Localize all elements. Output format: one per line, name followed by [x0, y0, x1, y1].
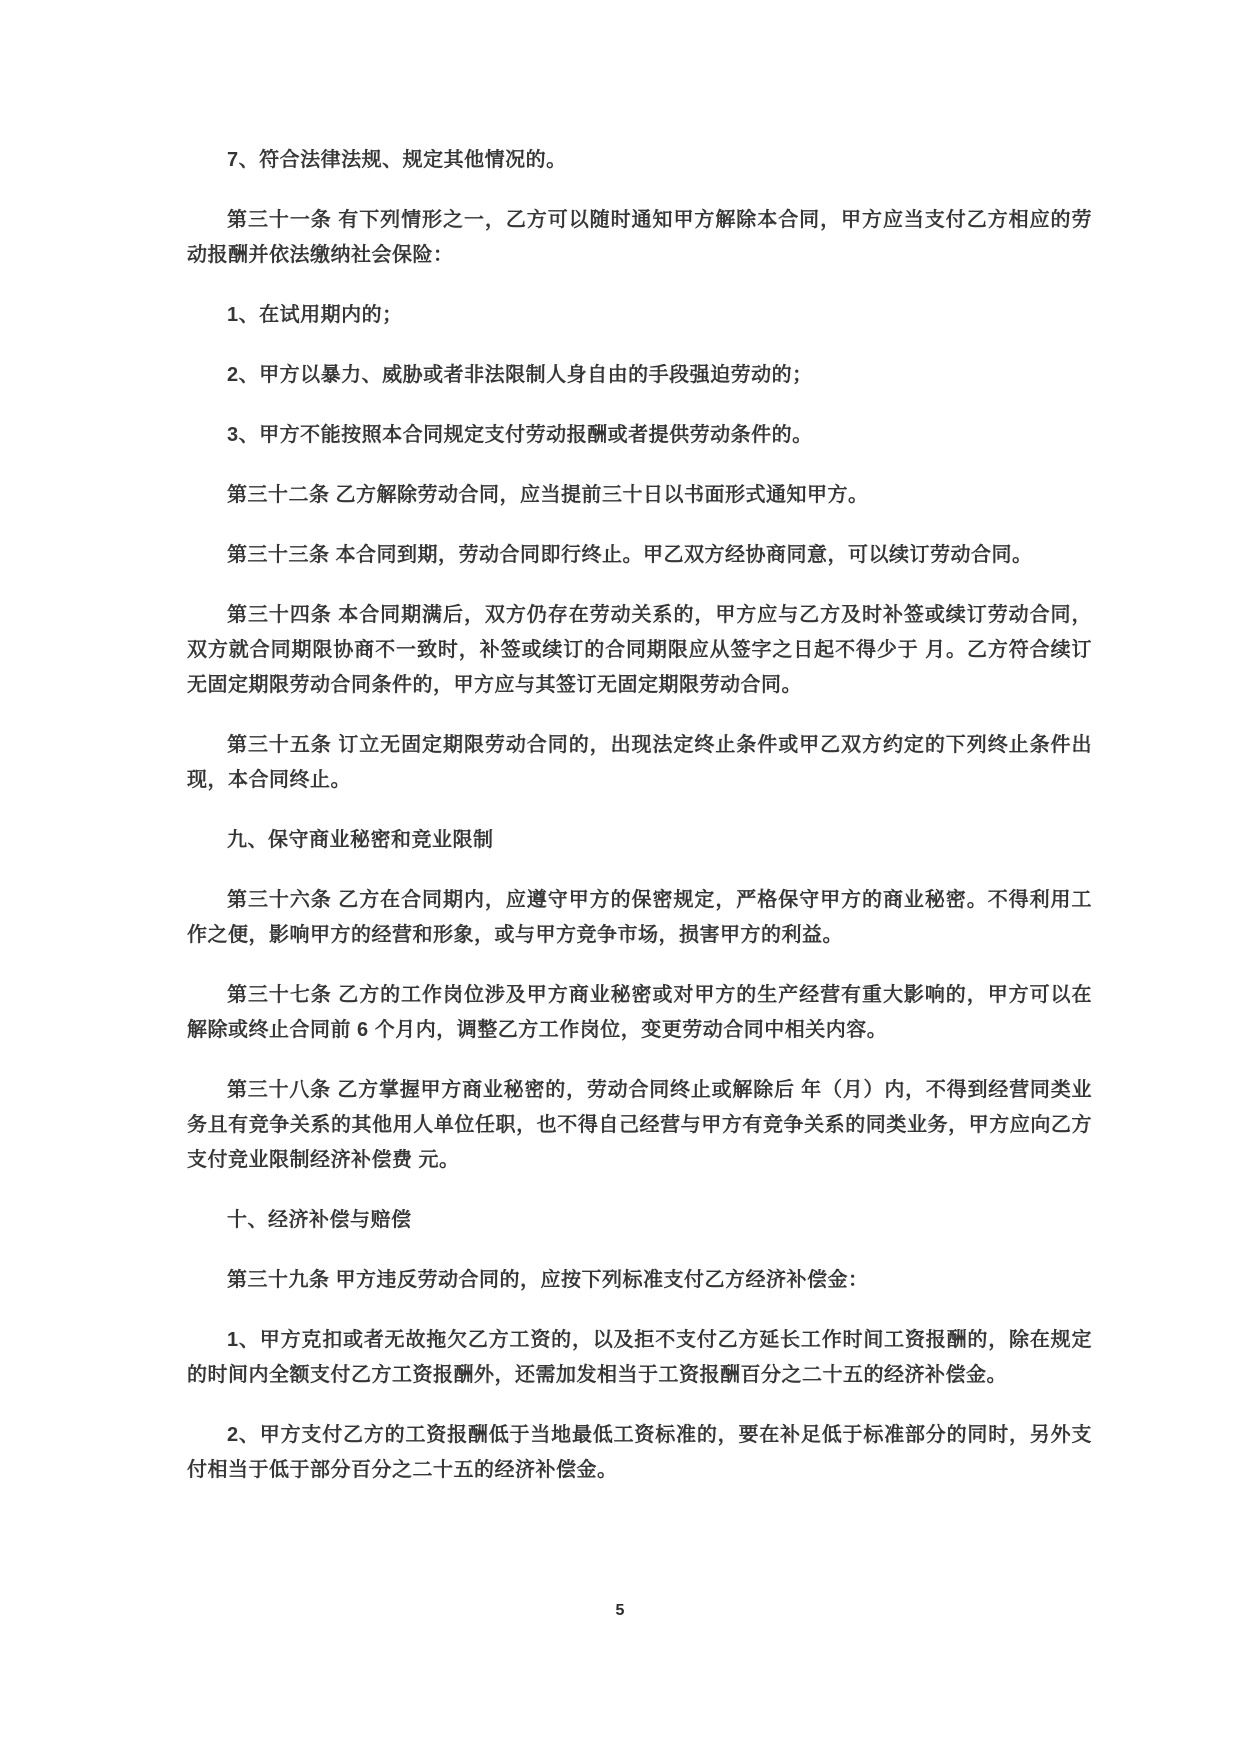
section-heading-10: 十、经济补偿与赔偿 — [227, 1209, 412, 1231]
clause-item-3: 3、甲方不能按照本合同规定支付劳动报酬或者提供劳动条件的。 — [227, 424, 813, 446]
article-35: 第三十五条 订立无固定期限劳动合同的，出现法定终止条件或甲乙双方约定的下列终止条件出现，本合同终止。 — [187, 734, 1092, 791]
compensation-item-2: 2、甲方支付乙方的工资报酬低于当地最低工资标准的，要在补足低于标准部分的同时，另外支付相当于低于部分百分之二十五的经济补偿金。 — [187, 1424, 1092, 1481]
article-33: 第三十三条 本合同到期，劳动合同即行终止。甲乙双方经协商同意，可以续订劳动合同。 — [227, 544, 1033, 566]
article-32: 第三十二条 乙方解除劳动合同，应当提前三十日以书面形式通知甲方。 — [227, 484, 869, 506]
article-31: 第三十一条 有下列情形之一，乙方可以随时通知甲方解除本合同，甲方应当支付乙方相应的劳动报酬并依法缴纳社会保险： — [187, 209, 1092, 266]
article-37: 第三十七条 乙方的工作岗位涉及甲方商业秘密或对甲方的生产经营有重大影响的，甲方可以在解除或终止合同前 6 个月内，调整乙方工作岗位，变更劳动合同中相关内容。 — [187, 984, 1092, 1041]
clause-item-2: 2、甲方以暴力、威胁或者非法限制人身自由的手段强迫劳动的； — [227, 364, 813, 386]
article-34: 第三十四条 本合同期满后，双方仍存在劳动关系的，甲方应与乙方及时补签或续订劳动合同，双方就合同期限协商不一致时，补签或续订的合同期限应从签字之日起不得少于 月。乙方符合续订无固定期限劳动合同条件的，甲方应与其签订无固定期限劳动合同。 — [187, 604, 1092, 696]
clause-item-7: 7、符合法律法规、规定其他情况的。 — [227, 149, 567, 171]
contract-body — [187, 143, 1092, 1513]
article-36: 第三十六条 乙方在合同期内，应遵守甲方的保密规定，严格保守甲方的商业秘密。不得利用工作之便，影响甲方的经营和形象，或与甲方竞争市场，损害甲方的利益。 — [187, 889, 1092, 946]
compensation-item-1: 1、甲方克扣或者无故拖欠乙方工资的，以及拒不支付乙方延长工作时间工资报酬的，除在规定的时间内全额支付乙方工资报酬外，还需加发相当于工资报酬百分之二十五的经济补偿金。 — [187, 1329, 1092, 1386]
article-38: 第三十八条 乙方掌握甲方商业秘密的，劳动合同终止或解除后 年（月）内，不得到经营同类业务且有竞争关系的其他用人单位任职，也不得自己经营与甲方有竞争关系的同类业务，甲方应向乙方支付竞业限制经济补偿费 元。 — [187, 1079, 1092, 1171]
page-number: 5 — [615, 1602, 625, 1619]
article-39: 第三十九条 甲方违反劳动合同的，应按下列标准支付乙方经济补偿金： — [227, 1269, 869, 1291]
clause-item-1: 1、在试用期内的； — [227, 304, 403, 326]
section-heading-9: 九、保守商业秘密和竞业限制 — [227, 829, 494, 851]
